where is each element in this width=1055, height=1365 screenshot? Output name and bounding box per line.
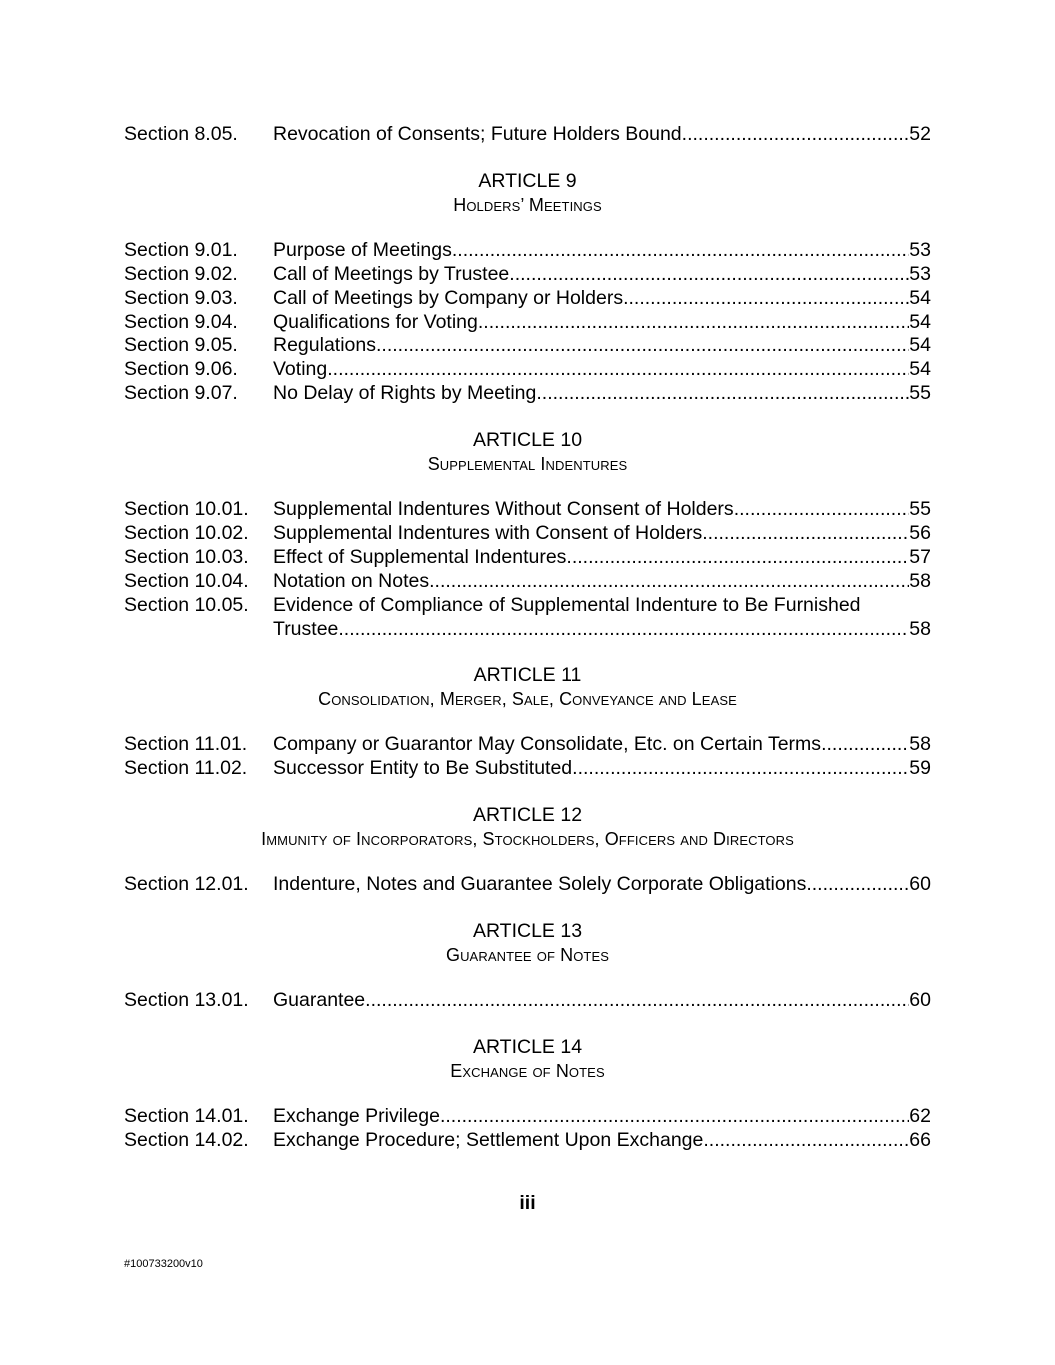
- section-page-number: 58: [909, 617, 931, 640]
- section-title: Qualifications for Voting: [273, 310, 478, 333]
- dot-leader: [452, 239, 909, 263]
- document-id: #100733200v10: [124, 1258, 203, 1270]
- toc-entry[interactable]: [124, 263, 931, 287]
- toc-entry[interactable]: [124, 873, 931, 897]
- section-page-number: 53: [909, 238, 931, 261]
- dot-leader: [536, 382, 909, 406]
- article-header: [124, 169, 931, 217]
- section-page-number: 57: [909, 545, 931, 568]
- section-number: Section 14.01.: [124, 1105, 249, 1128]
- article-heading: ARTICLE 10: [472, 429, 583, 452]
- toc-entry[interactable]: [124, 311, 931, 335]
- section-number: Section 11.02.: [124, 757, 248, 780]
- section-page-number: 60: [909, 989, 931, 1012]
- section-page-number: 54: [909, 286, 931, 309]
- section-title: Voting..: [273, 358, 339, 381]
- section-title: Indenture, Notes and Guarantee Solely Corporate Obligations: [273, 873, 807, 896]
- section-title: Call of Meetings by Trustee: [273, 262, 510, 285]
- article-subtitle: Holders’ Meetings: [453, 194, 602, 215]
- section-number: Section 9.02.: [124, 262, 238, 285]
- article-heading: ARTICLE 11: [473, 664, 582, 687]
- toc-entry[interactable]: [124, 757, 931, 781]
- section-page-number: 60: [909, 873, 931, 896]
- section-number: Section 8.05.: [124, 123, 238, 145]
- section-title: No Delay of Rights by Meeting: [273, 382, 537, 405]
- section-number: Section 12.01.: [124, 873, 249, 896]
- section-title: Call of Meetings by Company or Holders: [273, 286, 624, 309]
- dot-leader: [440, 1105, 909, 1129]
- section-page-number: 55: [909, 498, 931, 521]
- section-title: Exchange Procedure; Settlement Upon Exchange: [273, 1128, 704, 1151]
- section-page-number: 53: [909, 262, 931, 285]
- dot-leader: [478, 311, 909, 335]
- section-title: Supplemental Indentures Without Consent of Holders: [273, 498, 734, 521]
- toc-entry[interactable]: [124, 498, 931, 522]
- section-page-number: 58: [909, 569, 931, 592]
- dot-leader: [821, 733, 909, 757]
- dot-leader: [429, 570, 909, 594]
- toc-entry[interactable]: [124, 594, 931, 642]
- section-number: Section 9.05.: [124, 334, 238, 357]
- article-heading: ARTICLE 13: [472, 920, 583, 943]
- article-subtitle: Exchange of Notes: [450, 1061, 605, 1082]
- section-number: Section 13.01.: [124, 989, 249, 1012]
- section-title: Revocation of Consents; Future Holders Bound: [273, 123, 682, 145]
- table-of-contents: [124, 123, 931, 1153]
- article-subtitle: Supplemental Indentures: [427, 454, 628, 475]
- section-title: Notation on Notes: [273, 569, 430, 592]
- dot-leader: [703, 1129, 909, 1153]
- toc-entry[interactable]: [124, 1105, 931, 1129]
- section-page-number: 58: [909, 733, 931, 756]
- toc-entry[interactable]: [124, 358, 931, 382]
- section-number: Section 10.04.: [124, 569, 249, 592]
- toc-entry[interactable]: [124, 382, 931, 406]
- dot-leader: [682, 123, 910, 147]
- section-page-number: 54: [909, 334, 931, 357]
- toc-entry[interactable]: [124, 733, 931, 757]
- article-subtitle: Guarantee of Notes: [445, 945, 610, 966]
- article-subtitle: Consolidation, Merger, Sale, Conveyance and Lease: [318, 689, 737, 710]
- section-page-number: 54: [909, 310, 931, 333]
- article-heading: ARTICLE 12: [472, 804, 583, 827]
- dot-leader: [338, 358, 909, 382]
- section-title: Successor Entity to Be Substituted: [273, 757, 573, 780]
- section-number: Section 14.02.: [124, 1128, 249, 1151]
- dot-leader: [806, 873, 909, 897]
- section-number: Section 11.01.: [124, 733, 248, 756]
- section-title: Exchange Privilege: [273, 1105, 440, 1128]
- toc-entry[interactable]: [124, 1129, 931, 1153]
- section-title: Guarantee: [273, 989, 366, 1012]
- section-title: Regulations: [273, 334, 376, 357]
- dot-leader: [509, 263, 909, 287]
- section-page-number: 66: [909, 1128, 931, 1151]
- article-header: [124, 663, 931, 711]
- section-page-number: 59: [909, 757, 931, 780]
- section-page-number: 56: [909, 522, 931, 545]
- toc-entry[interactable]: [124, 570, 931, 594]
- article-heading: ARTICLE 9: [478, 169, 577, 192]
- article-header: [124, 803, 931, 851]
- section-title: Supplemental Indentures with Consent of Holders: [273, 522, 703, 545]
- section-title-line2: Trustee: [273, 617, 339, 640]
- dot-leader: [376, 334, 909, 358]
- toc-entry[interactable]: [124, 123, 931, 147]
- section-page-number: 52: [909, 123, 931, 145]
- toc-entry[interactable]: [124, 239, 931, 263]
- section-number: Section 9.07.: [124, 382, 238, 405]
- page-number: iii: [519, 1192, 536, 1214]
- section-title: Purpose of Meetings: [273, 238, 452, 261]
- toc-entry[interactable]: [124, 287, 931, 311]
- section-number: Section 9.04.: [124, 310, 238, 333]
- dot-leader: [702, 522, 909, 546]
- article-heading: ARTICLE 14: [472, 1036, 583, 1059]
- section-number: Section 9.01.: [124, 238, 238, 261]
- article-header: [124, 428, 931, 476]
- section-number: Section 10.03.: [124, 545, 249, 568]
- section-page-number: 55: [909, 382, 931, 405]
- section-number: Section 9.03.: [124, 286, 238, 309]
- article-header: [124, 919, 931, 967]
- section-title: Effect of Supplemental Indentures: [273, 545, 567, 568]
- section-page-number: 54: [909, 358, 931, 381]
- section-title-line1: Evidence of Compliance of Supplemental Indenture to Be Furnished: [273, 593, 861, 616]
- toc-entry[interactable]: [124, 989, 931, 1013]
- dot-leader: [338, 618, 909, 642]
- section-number: Section 10.02.: [124, 522, 249, 545]
- section-number: Section 9.06.: [124, 358, 238, 381]
- dot-leader: [566, 546, 909, 570]
- section-number: Section 10.05.: [124, 593, 249, 616]
- toc-entry[interactable]: [124, 546, 931, 570]
- section-title: Company or Guarantor May Consolidate, Etc. on Certain Terms: [273, 733, 822, 756]
- dot-leader: [365, 989, 909, 1013]
- section-number: Section 10.01.: [124, 498, 249, 521]
- section-page-number: 62: [909, 1105, 931, 1128]
- toc-entry[interactable]: [124, 334, 931, 358]
- dot-leader: [734, 498, 910, 522]
- dot-leader: [572, 757, 909, 781]
- article-header: [124, 1035, 931, 1083]
- toc-entry[interactable]: [124, 522, 931, 546]
- article-subtitle: Immunity of Incorporators, Stockholders, Officers and Directors: [261, 829, 794, 850]
- dot-leader: [623, 287, 909, 311]
